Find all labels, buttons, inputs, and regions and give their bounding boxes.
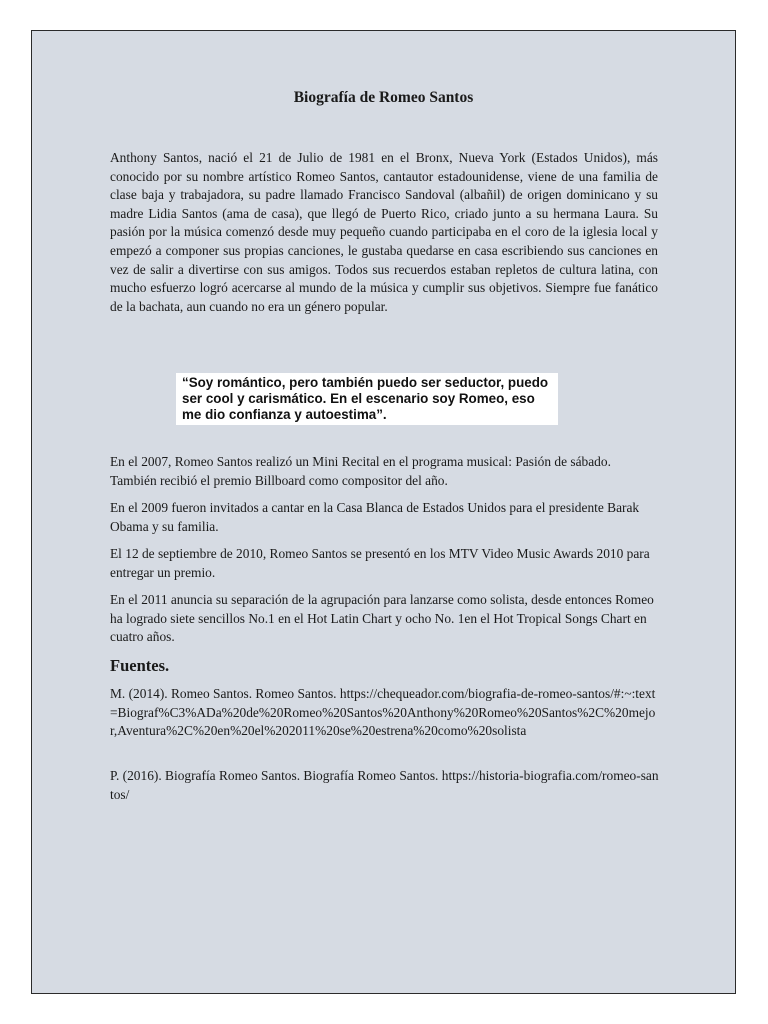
paragraph-2011: En el 2011 anuncia su separación de la agrupación para lanzarse como solista, desde entonces Romeo ha logrado siete sencillos No.1 en el Hot Latin Chart y ocho No. 1en el Hot Tropical Songs Chart en cuatro años. xyxy=(110,592,654,645)
intro-paragraph: Anthony Santos, nació el 21 de Julio de 1981 en el Bronx, Nueva York (Estados Unidos), más conocido por su nombre artístico Romeo Santos, cantautor estadounidense, viene de una familia de clase baja y trabajadora, su padre llamado Francisco Sandoval (albañil) de origen dominicano y su madre Lidia Santos (ama de casa), que llegó de Puerto Rico, criado junto a su hermana Laura. Su pasión por la música comenzó desde muy pequeño cuando participaba en el coro de la iglesia local y empezó a componer sus propias canciones, le gustaba quedarse en casa escribiendo sus canciones en vez de salir a divertirse con sus amigos. Todos sus recuerdos estaban repletos de cultura latina, con mucho esfuerzo logró acercarse al mundo de la música y cumplir sus objetivos. Siempre fue fanático de la bachata, aun cuando no era un género popular. xyxy=(110,150,658,314)
quote-box: “Soy romántico, pero también puedo ser seductor, puedo ser cool y carismático. En el escenario soy Romeo, eso me dio confianza y autoestima”. xyxy=(176,373,558,425)
paragraph-2010: El 12 de septiembre de 2010, Romeo Santos se presentó en los MTV Video Music Awards 2010 para entregar un premio. xyxy=(110,546,650,580)
document-page xyxy=(31,30,736,994)
document-title: Biografía de Romeo Santos xyxy=(293,89,474,106)
reference-item: P. (2016). Biografía Romeo Santos. Biografía Romeo Santos. https://historia-biografia.com/romeo-santos/ xyxy=(110,768,659,802)
paragraph-2007: En el 2007, Romeo Santos realizó un Mini Recital en el programa musical: Pasión de sábado. También recibió el premio Billboard como compositor del año. xyxy=(110,454,611,488)
reference-item: M. (2014). Romeo Santos. Romeo Santos. https://chequeador.com/biografia-de-romeo-santos/#:~:text=Biograf%C3%ADa%20de%20Romeo%20Santos%20Anthony%20Romeo%20Santos%2C%20mejor,Aventura%2C%20en%20el%202011%20se%20estrena%20como%20solista xyxy=(110,686,656,739)
sources-heading: Fuentes. xyxy=(110,656,170,675)
paragraph-2009: En el 2009 fueron invitados a cantar en la Casa Blanca de Estados Unidos para el presidente Barak Obama y su familia. xyxy=(110,500,640,534)
